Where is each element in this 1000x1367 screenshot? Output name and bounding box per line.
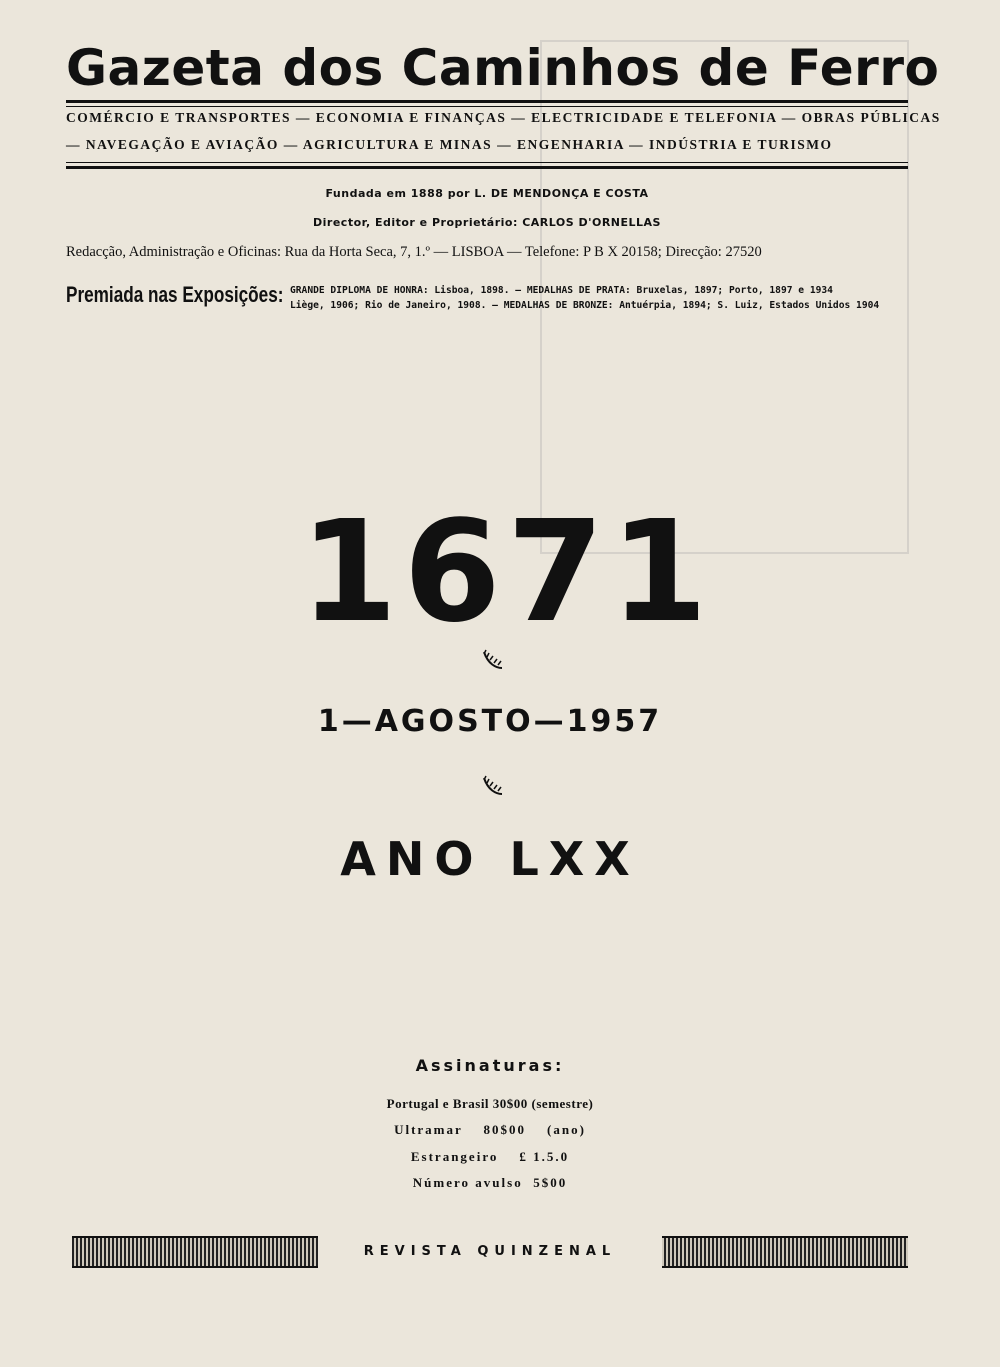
issue-date: 1—AGOSTO—1957: [317, 704, 663, 739]
awards-label: Premiada nas Exposições:: [66, 282, 284, 307]
footer-label: REVISTA QUINZENAL: [318, 1236, 662, 1268]
founded-line: Fundada em 1888 por L. DE MENDONÇA E COSTA: [325, 187, 649, 200]
masthead-rule-top: [66, 100, 908, 103]
subscriptions-title: Assinaturas:: [415, 1056, 565, 1075]
masthead-rule-bottom: [66, 162, 908, 163]
masthead-subtitle-line2: — NAVEGAÇÃO E AVIAÇÃO — AGRICULTURA E MINAS — ENGENHARIA — INDÚSTRIA E TURISMO: [66, 137, 833, 152]
masthead-rule-bottom-thick: [66, 166, 908, 169]
subscription-line: Estrangeiro £ 1.5.0: [410, 1149, 570, 1164]
masthead-rule-top-thin: [66, 106, 908, 107]
awards-line1: GRANDE DIPLOMA DE HONRA: Lisboa, 1898. — MEDALHAS DE PRATA: Bruxelas, 1897; Porto, 1897 e 1934: [290, 285, 833, 296]
issue-number: 1671: [300, 491, 714, 654]
masthead-title: Gazeta dos Caminhos de Ferro: [66, 39, 940, 97]
awards-line2: Liège, 1906; Rio de Janeiro, 1908. — MEDALHAS DE BRONZE: Antuérpia, 1894; S. Luiz, Estados Unidos 1904: [290, 300, 880, 311]
subscription-line: Portugal e Brasil 30$00 (semestre): [386, 1096, 594, 1111]
address-line: Redacção, Administração e Oficinas: Rua da Horta Seca, 7, 1.º — LISBOA — Telefone: P B X 20158; Direcção: 27520: [66, 244, 762, 260]
ornament-icon: [476, 646, 506, 676]
subscription-line: Número avulso 5$00: [412, 1175, 568, 1190]
masthead-subtitle-line1: COMÉRCIO E TRANSPORTES — ECONOMIA E FINANÇAS — ELECTRICIDADE E TELEFONIA — OBRAS PÚBLICAS: [66, 110, 941, 125]
volume-year: ANO LXX: [340, 832, 640, 886]
subscription-line: Ultramar 80$00 (ano): [394, 1122, 586, 1137]
director-line: Director, Editor e Proprietário: CARLOS D'ORNELLAS: [313, 216, 661, 229]
ornament-icon: [476, 772, 506, 802]
